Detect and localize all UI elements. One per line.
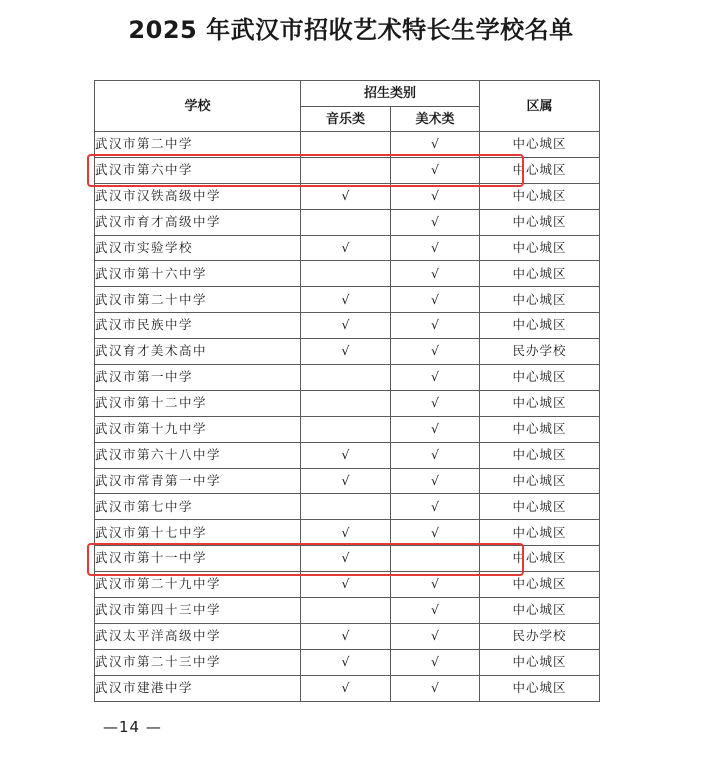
art-mark-cell: √ — [391, 649, 480, 675]
school-name-cell: 武汉市第十九中学 — [95, 416, 301, 442]
art-mark-cell: √ — [391, 416, 480, 442]
district-cell: 民办学校 — [480, 339, 600, 365]
art-mark-cell: √ — [391, 623, 480, 649]
school-name-cell: 武汉市建港中学 — [95, 675, 301, 701]
music-mark-cell: √ — [301, 183, 391, 209]
table-row — [95, 649, 600, 675]
music-mark-cell — [301, 132, 391, 158]
district-cell: 中心城区 — [480, 183, 600, 209]
school-name-cell: 武汉市第十二中学 — [95, 390, 301, 416]
district-cell: 中心城区 — [480, 209, 600, 235]
table-row — [95, 520, 600, 546]
table-row — [95, 261, 600, 287]
table-row — [95, 339, 600, 365]
header-school: 学校 — [95, 81, 301, 132]
school-name-cell: 武汉市第六十八中学 — [95, 442, 301, 468]
music-mark-cell: √ — [301, 339, 391, 365]
table-row — [95, 468, 600, 494]
music-mark-cell: √ — [301, 287, 391, 313]
school-name-cell: 武汉市第二中学 — [95, 132, 301, 158]
district-cell: 中心城区 — [480, 468, 600, 494]
art-mark-cell: √ — [391, 183, 480, 209]
district-cell: 中心城区 — [480, 287, 600, 313]
school-name-cell: 武汉市第十一中学 — [95, 546, 301, 572]
music-mark-cell: √ — [301, 520, 391, 546]
district-cell: 中心城区 — [480, 313, 600, 339]
music-mark-cell: √ — [301, 623, 391, 649]
art-mark-cell: √ — [391, 235, 480, 261]
art-mark-cell: √ — [391, 209, 480, 235]
table-row — [95, 313, 600, 339]
district-cell: 中心城区 — [480, 598, 600, 624]
school-name-cell: 武汉市第十六中学 — [95, 261, 301, 287]
music-mark-cell — [301, 598, 391, 624]
district-cell: 中心城区 — [480, 494, 600, 520]
table-row — [95, 209, 600, 235]
table-row — [95, 623, 600, 649]
music-mark-cell: √ — [301, 649, 391, 675]
header-music: 音乐类 — [301, 107, 391, 132]
art-mark-cell: √ — [391, 132, 480, 158]
school-name-cell: 武汉太平洋高级中学 — [95, 623, 301, 649]
school-name-cell: 武汉市第七中学 — [95, 494, 301, 520]
table-row — [95, 572, 600, 598]
school-name-cell: 武汉市汉铁高级中学 — [95, 183, 301, 209]
table-row — [95, 390, 600, 416]
art-mark-cell: √ — [391, 313, 480, 339]
table-row — [95, 416, 600, 442]
school-name-cell: 武汉市第一中学 — [95, 365, 301, 391]
art-mark-cell: √ — [391, 390, 480, 416]
district-cell: 中心城区 — [480, 416, 600, 442]
table-row — [95, 365, 600, 391]
music-mark-cell — [301, 494, 391, 520]
district-cell: 中心城区 — [480, 235, 600, 261]
table-row — [95, 235, 600, 261]
music-mark-cell — [301, 209, 391, 235]
art-mark-cell: √ — [391, 339, 480, 365]
header-art: 美术类 — [391, 107, 480, 132]
school-name-cell: 武汉市第六中学 — [95, 157, 301, 183]
district-cell: 民办学校 — [480, 623, 600, 649]
art-mark-cell: √ — [391, 365, 480, 391]
district-cell: 中心城区 — [480, 390, 600, 416]
school-name-cell: 武汉市实验学校 — [95, 235, 301, 261]
art-mark-cell: √ — [391, 442, 480, 468]
art-mark-cell — [391, 546, 480, 572]
district-cell: 中心城区 — [480, 572, 600, 598]
district-cell: 中心城区 — [480, 157, 600, 183]
school-name-cell: 武汉市第十七中学 — [95, 520, 301, 546]
school-name-cell: 武汉市第二十中学 — [95, 287, 301, 313]
page-number: —14 — — [103, 718, 162, 736]
art-mark-cell: √ — [391, 675, 480, 701]
school-list-table — [94, 80, 600, 702]
music-mark-cell: √ — [301, 442, 391, 468]
school-name-cell: 武汉市育才高级中学 — [95, 209, 301, 235]
school-name-cell: 武汉市常青第一中学 — [95, 468, 301, 494]
music-mark-cell — [301, 416, 391, 442]
art-mark-cell: √ — [391, 157, 480, 183]
music-mark-cell: √ — [301, 468, 391, 494]
district-cell: 中心城区 — [480, 442, 600, 468]
table-body — [95, 132, 600, 702]
district-cell: 中心城区 — [480, 132, 600, 158]
music-mark-cell: √ — [301, 546, 391, 572]
district-cell: 中心城区 — [480, 546, 600, 572]
art-mark-cell: √ — [391, 287, 480, 313]
table-row — [95, 598, 600, 624]
table-row — [95, 287, 600, 313]
school-name-cell: 武汉市第二十九中学 — [95, 572, 301, 598]
art-mark-cell: √ — [391, 598, 480, 624]
art-mark-cell: √ — [391, 494, 480, 520]
music-mark-cell — [301, 157, 391, 183]
table-row — [95, 157, 600, 183]
table-row — [95, 442, 600, 468]
music-mark-cell: √ — [301, 572, 391, 598]
table-row — [95, 132, 600, 158]
district-cell: 中心城区 — [480, 649, 600, 675]
music-mark-cell: √ — [301, 675, 391, 701]
table-row — [95, 494, 600, 520]
school-name-cell: 武汉市第二十三中学 — [95, 649, 301, 675]
music-mark-cell — [301, 365, 391, 391]
table-row — [95, 183, 600, 209]
district-cell: 中心城区 — [480, 520, 600, 546]
music-mark-cell — [301, 261, 391, 287]
art-mark-cell: √ — [391, 572, 480, 598]
district-cell: 中心城区 — [480, 365, 600, 391]
school-name-cell: 武汉市民族中学 — [95, 313, 301, 339]
table-row — [95, 546, 600, 572]
art-mark-cell: √ — [391, 520, 480, 546]
art-mark-cell: √ — [391, 468, 480, 494]
district-cell: 中心城区 — [480, 675, 600, 701]
table-row — [95, 675, 600, 701]
music-mark-cell: √ — [301, 235, 391, 261]
district-cell: 中心城区 — [480, 261, 600, 287]
music-mark-cell — [301, 390, 391, 416]
table-header — [95, 81, 600, 132]
header-district: 区属 — [480, 81, 600, 132]
school-name-cell: 武汉育才美术高中 — [95, 339, 301, 365]
document-title: 2025 年武汉市招收艺术特长生学校名单 — [128, 16, 574, 44]
header-category-group: 招生类别 — [301, 81, 480, 107]
school-name-cell: 武汉市第四十三中学 — [95, 598, 301, 624]
header-row-main — [95, 81, 600, 107]
music-mark-cell: √ — [301, 313, 391, 339]
art-mark-cell: √ — [391, 261, 480, 287]
